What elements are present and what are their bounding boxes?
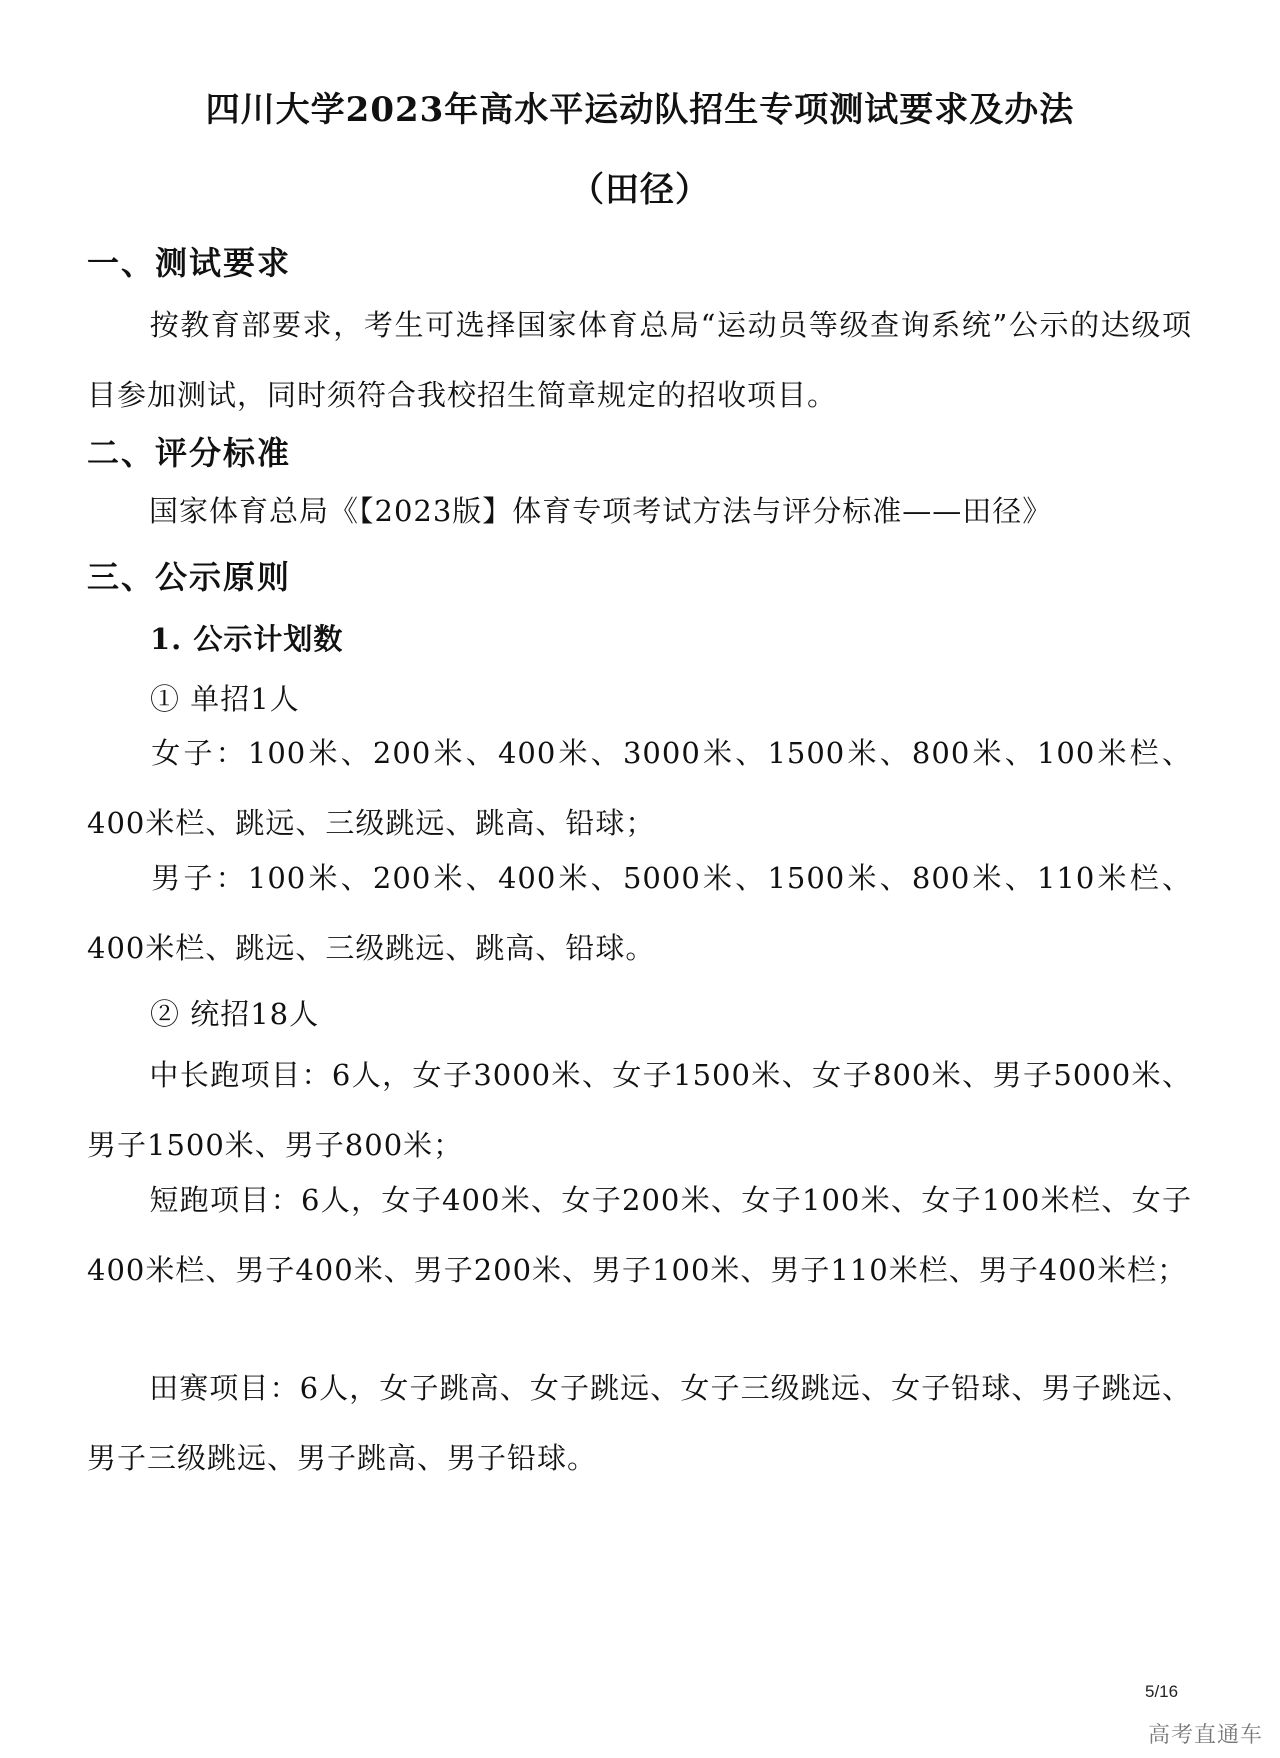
unified-recruit-field <box>87 1353 1192 1493</box>
single-recruit-label: ① 单招1人 <box>150 682 300 716</box>
paragraph-text: 按教育部要求，考生可选择国家体育总局“运动员等级查询系统”公示的达级项目参加测试，同时须符合我校招生简章规定的招收项目。 <box>87 308 1192 412</box>
single-recruit-men <box>87 843 1192 983</box>
document-subtitle: （田径） <box>570 170 710 210</box>
section-heading-test-requirements: 一、测试要求 <box>87 244 292 282</box>
unified-recruit-middle-long <box>87 1040 1192 1180</box>
section-heading-scoring-standard: 二、评分标准 <box>87 434 292 472</box>
paragraph-text: 男子：100米、200米、400米、5000米、1500米、800米、110米栏、400米栏、跳远、三级跳远、跳高、铅球。 <box>87 861 1192 965</box>
unified-recruit-label: ② 统招18人 <box>150 997 320 1031</box>
unified-recruit-sprint <box>87 1165 1192 1305</box>
section-paragraph-scoring-standard <box>87 476 1192 546</box>
paragraph-text: 短跑项目：6人，女子400米、女子200米、女子100米、女子100米栏、女子400米栏、男子400米、男子200米、男子100米、男子110米栏、男子400米栏； <box>87 1183 1192 1287</box>
paragraph-text: 中长跑项目：6人，女子3000米、女子1500米、女子800米、男子5000米、男子1500米、男子800米； <box>87 1058 1192 1162</box>
paragraph-text: 田赛项目：6人，女子跳高、女子跳远、女子三级跳远、女子铅球、男子跳远、男子三级跳远、男子跳高、男子铅球。 <box>87 1371 1192 1475</box>
subheading-plan-count: 1. 公示计划数 <box>150 622 344 656</box>
section-heading-publicity-principles: 三、公示原则 <box>87 558 292 596</box>
paragraph-text: 国家体育总局《【2023版】体育专项考试方法与评分标准——田径》 <box>149 494 1053 528</box>
page-number: 5/16 <box>1145 1682 1179 1701</box>
watermark: 高考直通车 <box>1148 1723 1264 1748</box>
single-recruit-women <box>87 718 1192 858</box>
section-paragraph-test-requirements <box>87 290 1192 430</box>
paragraph-text: 女子：100米、200米、400米、3000米、1500米、800米、100米栏、400米栏、跳远、三级跳远、跳高、铅球； <box>87 736 1192 840</box>
document-title: 四川大学2023年高水平运动队招生专项测试要求及办法 <box>205 90 1075 130</box>
